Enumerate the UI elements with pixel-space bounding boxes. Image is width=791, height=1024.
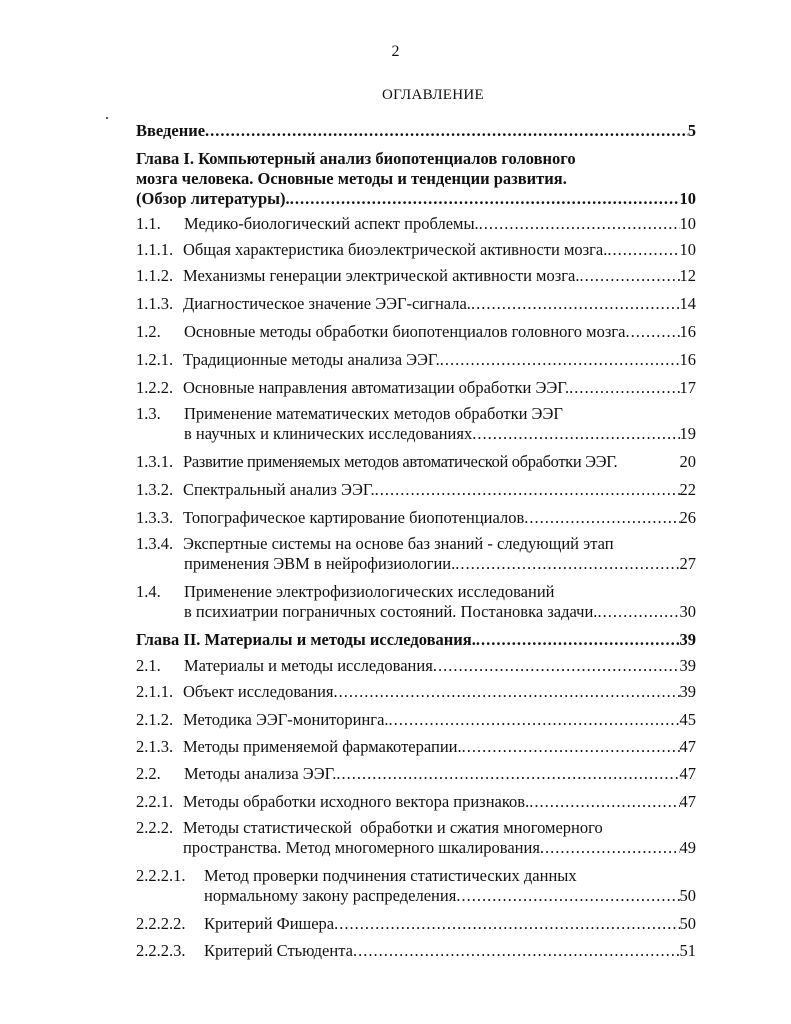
entry-page: 30 <box>679 602 696 621</box>
entry-page: 47 <box>679 764 696 783</box>
entry-page: 10 <box>679 214 696 233</box>
entry-page: 10 <box>679 189 696 208</box>
entry-text: Применение математических методов обработки ЭЭГ <box>184 404 563 423</box>
toc-entry-2-2-2-2[interactable] <box>136 914 696 934</box>
entry-text: Методы статистической обработки и сжатия многомерного <box>183 818 603 837</box>
entry-number: 2.1.1. <box>136 682 174 701</box>
entry-text: Глава I. Компьютерный анализ биопотенциалов головного <box>136 149 576 168</box>
entry-number: 1.1.2. <box>136 266 174 285</box>
dot-leader <box>205 121 688 141</box>
toc-entry-1-3-4[interactable] <box>136 534 696 574</box>
entry-text: Традиционные методы анализа ЭЭГ. <box>183 350 440 369</box>
entry-text: Методы анализа ЭЭГ. <box>184 764 337 783</box>
dot-leader <box>290 189 680 209</box>
entry-number: 1.1. <box>136 214 161 233</box>
dot-leader <box>540 838 680 858</box>
dot-leader <box>456 886 679 906</box>
dot-leader <box>524 508 679 528</box>
entry-text: Глава II. Материалы и методы исследования. <box>136 630 476 649</box>
entry-text: Введение <box>136 121 206 140</box>
dot-leader <box>579 266 679 286</box>
entry-page: 50 <box>679 914 696 933</box>
entry-number: 2.2.2. <box>136 818 174 837</box>
entry-page: 39 <box>679 682 696 701</box>
toc-entry-2-2[interactable] <box>136 764 696 784</box>
entry-page: 50 <box>679 886 696 905</box>
toc-entry-2-1[interactable] <box>136 656 696 676</box>
toc-entry-chapter-1[interactable] <box>136 149 696 209</box>
entry-number: 2.2.2.3. <box>136 941 186 960</box>
entry-text: Метод проверки подчинения статистических данных <box>204 866 577 885</box>
entry-number: 2.1. <box>136 656 161 675</box>
entry-text: Методы обработки исходного вектора признаков. <box>183 792 530 811</box>
dot-leader <box>336 764 679 784</box>
entry-page: 12 <box>679 266 696 285</box>
dot-leader <box>334 914 679 934</box>
toc-entry-1-3[interactable] <box>136 404 696 444</box>
entry-text: мозга человека. Основные методы и тенденции развития. <box>136 169 567 188</box>
entry-text: Диагностическое значение ЭЭГ-сигнала. <box>183 294 471 313</box>
entry-text: Развитие применяемых методов автоматической обработки ЭЭГ. <box>183 452 618 471</box>
entry-number: 2.1.2. <box>136 710 174 729</box>
entry-text: в психиатрии пограничных состояний. Постановка задачи. <box>184 602 598 621</box>
entry-number: 2.1.3. <box>136 737 174 756</box>
entry-number: 1.2.2. <box>136 378 174 397</box>
entry-text: Основные направления автоматизации обработки ЭЭГ. <box>183 378 570 397</box>
entry-text: Основные методы обработки биопотенциалов головного мозга <box>184 322 626 341</box>
dot-leader <box>529 792 679 812</box>
entry-text: Спектральный анализ ЭЭГ. <box>183 480 375 499</box>
entry-page: 22 <box>679 480 696 499</box>
toc-entry-2-1-1[interactable] <box>136 682 696 702</box>
entry-number: 1.3.2. <box>136 480 174 499</box>
dot-leader <box>375 480 680 500</box>
entry-page: 5 <box>687 121 696 140</box>
entry-page: 10 <box>679 240 696 259</box>
entry-page: 47 <box>679 737 696 756</box>
toc-entry-2-2-2-3[interactable] <box>136 941 696 961</box>
dot-leader <box>455 554 679 574</box>
toc-entry-1-4[interactable] <box>136 582 696 622</box>
dot-leader <box>440 350 680 370</box>
entry-text: пространства. Метод многомерного шкалирования <box>183 838 540 857</box>
page-number: 2 <box>391 43 400 60</box>
entry-page: 16 <box>679 322 696 341</box>
entry-text: нормальному закону распределения <box>204 886 457 905</box>
entry-number: 2.2.2.2. <box>136 914 186 933</box>
toc-entry-1-3-3[interactable] <box>136 508 696 528</box>
toc-entry-intro[interactable] <box>136 121 696 141</box>
entry-number: 1.1.1. <box>136 240 174 259</box>
entry-page: 45 <box>679 710 696 729</box>
toc-entry-1-1-2[interactable] <box>136 266 696 286</box>
entry-number: 2.2. <box>136 764 161 783</box>
entry-text: Медико-биологический аспект проблемы. <box>184 214 479 233</box>
toc-entry-1-1[interactable] <box>136 214 696 234</box>
entry-page: 39 <box>679 656 696 675</box>
entry-text: Критерий Фишера <box>204 914 335 933</box>
toc-entry-2-2-2[interactable] <box>136 818 696 858</box>
entry-text: Применение электрофизиологических исследований <box>184 582 555 601</box>
entry-number: 2.2.2.1. <box>136 866 186 885</box>
entry-page: 39 <box>679 630 696 649</box>
dot-leader <box>433 656 680 676</box>
entry-text: Экспертные системы на основе баз знаний - следующий этап <box>183 534 614 553</box>
entry-page: 19 <box>679 424 696 443</box>
toc-title: ОГЛАВЛЕНИЕ <box>382 87 484 103</box>
entry-text: Критерий Стьюдента <box>204 941 353 960</box>
entry-text: Общая характеристика биоэлектрической активности мозга. <box>183 240 608 259</box>
entry-page: 51 <box>679 941 696 960</box>
entry-page: 16 <box>679 350 696 369</box>
dot-leader <box>389 710 680 730</box>
dot-leader <box>569 378 679 398</box>
toc-entry-2-2-2-1[interactable] <box>136 866 696 906</box>
dot-leader <box>476 630 680 650</box>
dot-leader <box>479 214 680 234</box>
entry-number: 1.3.3. <box>136 508 174 527</box>
entry-text: Методы применяемой фармакотерапии. <box>183 737 462 756</box>
entry-number: 1.3. <box>136 404 161 423</box>
entry-text: Механизмы генерации электрической активности мозга. <box>183 266 580 285</box>
entry-text: (Обзор литературы). <box>136 189 290 208</box>
entry-text: применения ЭВМ в нейрофизиологии. <box>184 554 456 573</box>
entry-text: Материалы и методы исследования <box>184 656 433 675</box>
entry-page: 14 <box>679 294 696 313</box>
entry-page: 20 <box>679 452 696 471</box>
dot-leader <box>472 424 679 444</box>
toc-entry-1-1-3[interactable] <box>136 294 696 314</box>
entry-text: в научных и клинических исследованиях <box>184 424 473 443</box>
dot-leader <box>625 322 679 342</box>
entry-number: 1.4. <box>136 582 161 601</box>
entry-text: Топографическое картирование биопотенциалов <box>183 508 525 527</box>
entry-text: Объект исследования <box>183 682 334 701</box>
dot-leader <box>471 294 680 314</box>
toc-entry-2-1-3[interactable] <box>136 737 696 757</box>
entry-number: 1.3.1. <box>136 452 174 471</box>
entry-page: 26 <box>679 508 696 527</box>
toc-entry-1-2-2[interactable] <box>136 378 696 398</box>
entry-page: 17 <box>679 378 696 397</box>
entry-number: 1.2.1. <box>136 350 174 369</box>
dot-leader <box>607 240 679 260</box>
toc-entry-1-2-1[interactable] <box>136 350 696 370</box>
toc-entry-2-1-2[interactable] <box>136 710 696 730</box>
toc-entry-1-3-1[interactable] <box>136 452 696 472</box>
toc-entry-2-2-1[interactable] <box>136 792 696 812</box>
entry-number: 1.2. <box>136 322 161 341</box>
entry-page: 27 <box>679 554 696 573</box>
entry-number: 1.3.4. <box>136 534 174 553</box>
entry-page: 47 <box>679 792 696 811</box>
dot-leader <box>353 941 680 961</box>
dot-leader <box>334 682 680 702</box>
toc-entry-chapter-2[interactable] <box>136 630 696 650</box>
dot-leader <box>597 602 679 622</box>
toc-entry-1-3-2[interactable] <box>136 480 696 500</box>
entry-number: 2.2.1. <box>136 792 174 811</box>
dot-leader <box>462 737 680 757</box>
toc-entry-1-2[interactable] <box>136 322 696 342</box>
toc-entry-1-1-1[interactable] <box>136 240 696 260</box>
entry-page: 49 <box>679 838 696 857</box>
entry-number: 1.1.3. <box>136 294 174 313</box>
entry-text: Методика ЭЭГ-мониторинга. <box>183 710 389 729</box>
